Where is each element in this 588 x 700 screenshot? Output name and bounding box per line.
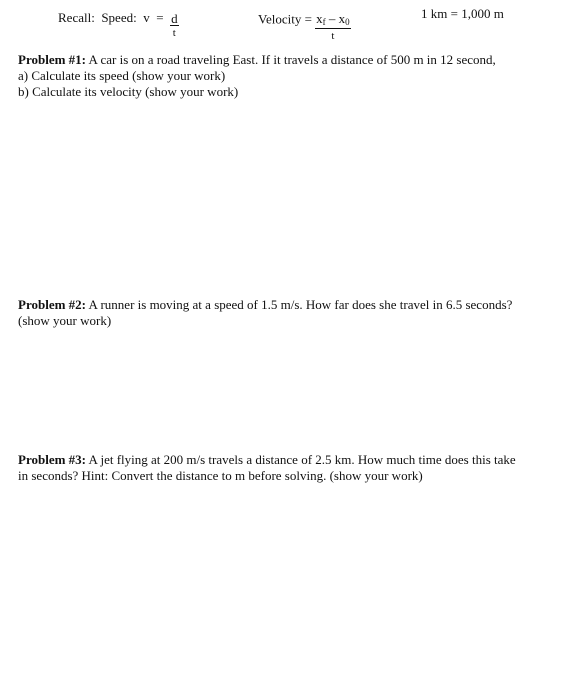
velocity-fraction (315, 13, 351, 42)
recall-label: Recall: (58, 9, 95, 25)
problem-3-text: A jet flying at 200 m/s travels a distance of 2.5 km. How much time does this take (88, 452, 516, 467)
problem-3-title: Problem #3: (18, 452, 86, 467)
problem-2-title: Problem #2: (18, 297, 86, 312)
velocity-label: Velocity (258, 11, 302, 27)
speed-equals: = (156, 9, 164, 25)
velocity-formula (258, 6, 351, 42)
problem-1-part-a: a) Calculate its speed (show your work) (18, 68, 226, 83)
problem-3 (18, 452, 516, 484)
km-conversion: 1 km = 1,000 m (421, 6, 504, 21)
speed-fraction (170, 13, 179, 39)
problem-1-part-b: b) Calculate its velocity (show your work) (18, 84, 239, 99)
vel-xf: x (316, 11, 323, 26)
speed-variable: v (143, 9, 150, 25)
vel-minus: – (328, 11, 336, 26)
vel-x0: x (338, 11, 346, 26)
recall-speed-formula (58, 6, 179, 39)
speed-denominator: t (172, 27, 176, 39)
speed-label: Speed: (101, 9, 137, 25)
speed-numerator: d (171, 11, 178, 26)
velocity-equals: = (304, 11, 312, 27)
problem-2 (18, 297, 512, 329)
problem-1-title: Problem #1: (18, 52, 86, 67)
problem-2-text: A runner is moving at a speed of 1.5 m/s. How far does she travel in 6.5 seconds? (88, 297, 513, 312)
vel-xf-sub: f (322, 17, 326, 27)
problem-1-text: A car is on a road traveling East. If it travels a distance of 500 m in 12 second, (88, 52, 496, 67)
problem-2-continuation: (show your work) (18, 313, 112, 328)
velocity-numerator (315, 13, 351, 29)
vel-x0-sub: 0 (345, 17, 350, 27)
problem-3-continuation: in seconds? Hint: Convert the distance to m before solving. (show your work) (18, 468, 423, 483)
problem-1 (18, 52, 496, 100)
velocity-denominator: t (331, 30, 335, 42)
